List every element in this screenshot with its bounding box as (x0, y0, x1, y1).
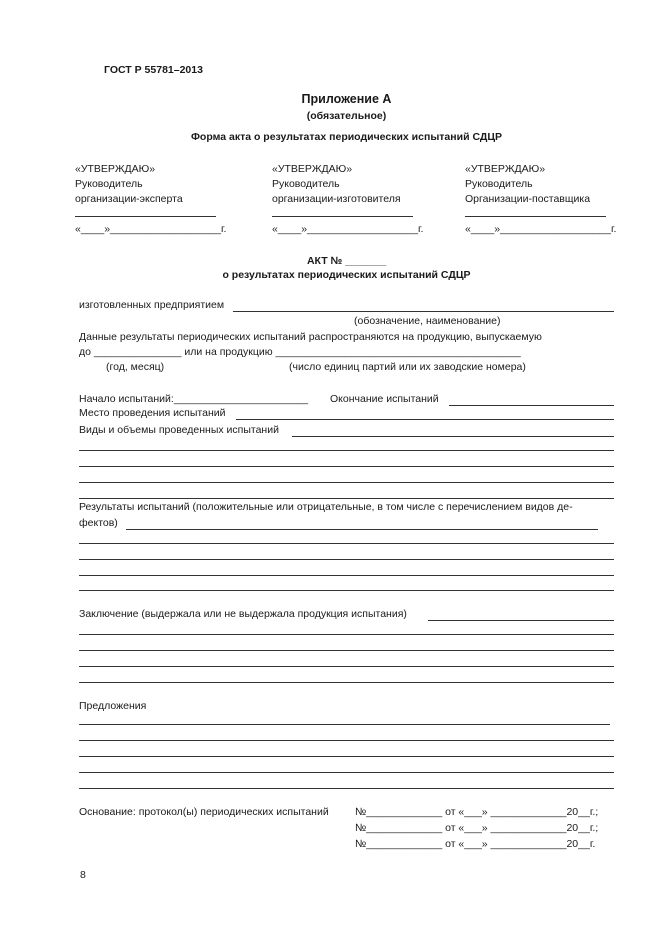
approval-role: Руководитель (75, 178, 143, 190)
blank-line[interactable] (79, 756, 614, 757)
approval-date[interactable]: «____»___________________г. (75, 223, 227, 235)
approval-signature-line[interactable] (75, 216, 216, 217)
scope-until[interactable]: до _______________ или на продукцию __________________________________________ (79, 346, 521, 358)
place-field[interactable] (236, 419, 614, 420)
approval-signature-line[interactable] (272, 216, 413, 217)
blank-line[interactable] (79, 575, 614, 576)
approval-stamp: «УТВЕРЖДАЮ» (75, 163, 156, 175)
blank-line[interactable] (79, 482, 614, 483)
made-by-label: изготовленных предприятием (79, 299, 225, 311)
blank-line[interactable] (79, 772, 614, 773)
act-subtitle: о результатах периодических испытаний СДЦР (222, 269, 471, 281)
blank-line[interactable] (79, 634, 614, 635)
conclusion-label: Заключение (выдержала или не выдержала продукция испытания) (79, 608, 407, 620)
proposals-label: Предложения (79, 700, 147, 712)
scope-hint-date: (год, месяц) (106, 361, 165, 373)
end-field[interactable] (449, 405, 614, 406)
blank-line[interactable] (79, 498, 614, 499)
blank-line[interactable] (79, 724, 610, 725)
blank-line[interactable] (79, 650, 614, 651)
protocol-row[interactable]: №_____________ от «___» _____________20__г.; (355, 806, 599, 818)
act-title: АКТ № _______ (306, 255, 387, 267)
blank-line[interactable] (79, 590, 614, 591)
types-label: Виды и объемы проведенных испытаний (79, 424, 279, 436)
blank-line[interactable] (79, 682, 614, 683)
blank-line[interactable] (79, 466, 614, 467)
basis-label: Основание: протокол(ы) периодических испытаний (79, 806, 329, 818)
approval-org: организации-изготовителя (272, 193, 401, 205)
end-label: Окончание испытаний (330, 393, 439, 405)
form-title: Форма акта о результатах периодических испытаний СДЦР (190, 131, 503, 143)
approval-org: организации-эксперта (75, 193, 183, 205)
made-by-field[interactable] (233, 311, 614, 312)
blank-line[interactable] (79, 559, 614, 560)
types-field[interactable] (292, 436, 614, 437)
approval-date[interactable]: «____»___________________г. (272, 223, 424, 235)
blank-line[interactable] (79, 788, 614, 789)
approval-stamp: «УТВЕРЖДАЮ» (465, 163, 546, 175)
approval-signature-line[interactable] (465, 216, 606, 217)
approval-org: Организации-поставщика (465, 193, 591, 205)
blank-line[interactable] (79, 666, 614, 667)
scope-line1: Данные результаты периодических испытаний распространяются на продукцию, выпускаемую (79, 331, 542, 343)
blank-line[interactable] (79, 740, 614, 741)
conclusion-field[interactable] (428, 620, 614, 621)
approval-stamp: «УТВЕРЖДАЮ» (272, 163, 353, 175)
protocol-row[interactable]: №_____________ от «___» _____________20__г. (355, 838, 596, 850)
document-header-code: ГОСТ Р 55781–2013 (104, 64, 203, 76)
blank-line[interactable] (79, 450, 614, 451)
made-by-hint: (обозначение, наименование) (354, 315, 501, 327)
appendix-status: (обязательное) (306, 110, 387, 122)
page-number: 8 (80, 869, 86, 881)
protocol-row[interactable]: №_____________ от «___» _____________20__г.; (355, 822, 599, 834)
scope-hint-units: (число единиц партий или их заводские номера) (289, 361, 526, 373)
start-label[interactable]: Начало испытаний:_______________________ (79, 393, 309, 405)
approval-date[interactable]: «____»___________________г. (465, 223, 617, 235)
appendix-title: Приложение А (301, 92, 392, 106)
results-field[interactable] (126, 529, 598, 530)
place-label: Место проведения испытаний (79, 407, 226, 419)
approval-role: Руководитель (465, 178, 533, 190)
blank-line[interactable] (79, 543, 614, 544)
results-line1: Результаты испытаний (положительные или отрицательные, в том числе с перечислением видов де- (79, 501, 573, 513)
approval-role: Руководитель (272, 178, 340, 190)
results-line2: фектов) (79, 517, 118, 529)
